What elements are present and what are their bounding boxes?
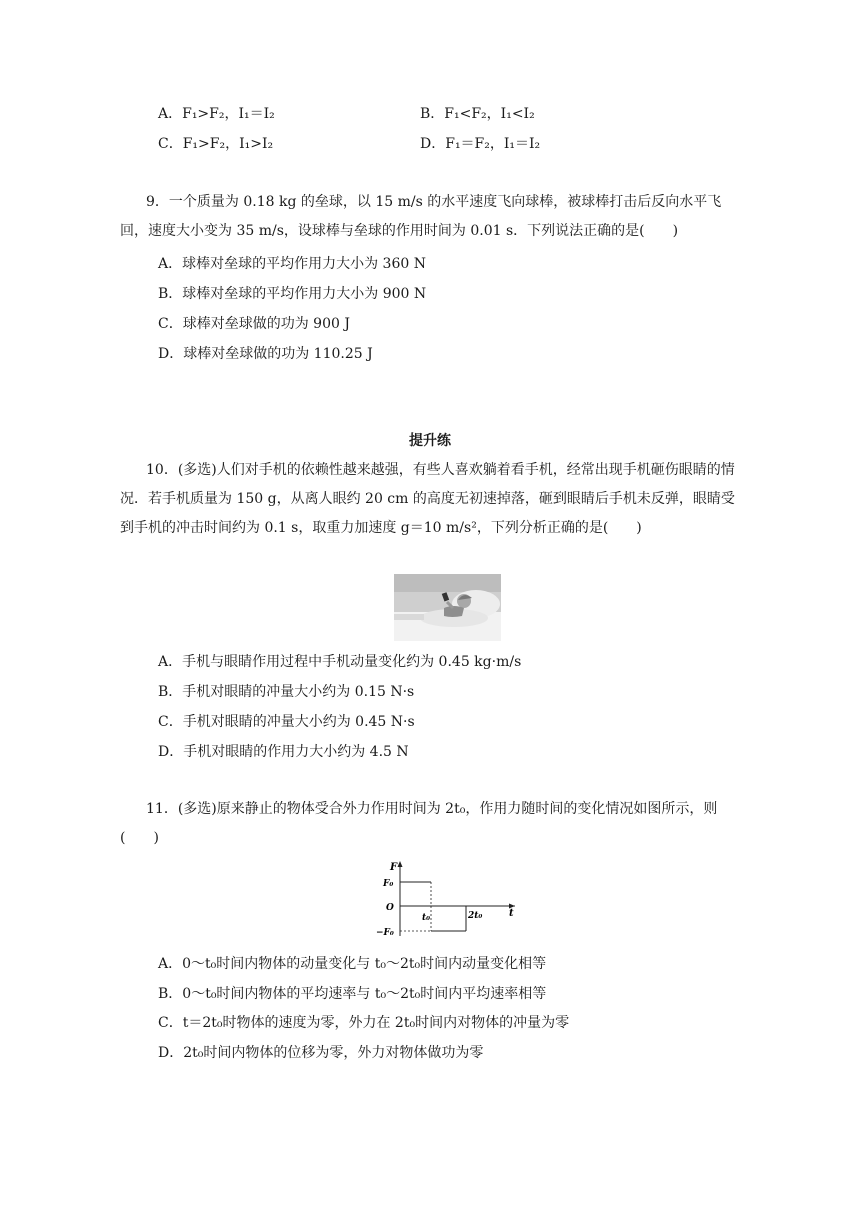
photo-illustration xyxy=(394,574,501,641)
q10-stem: 10．(多选)人们对手机的依赖性越来越强，有些人喜欢躺着看手机，经常出现手机砸伤眼睛的情况．若手机质量为 150 g，从离人眼约 20 cm 的高度无初速掉落，砸到眼睛后手机未反弹，眼睛受到手机的冲击时间约为 0.1 s，取重力加速度 g＝10 m/s²，下列分析正确的是( ) xyxy=(120,462,735,536)
q11-stem: 11．(多选)原来静止的物体受合外力作用时间为 2t₀，作用力随时间的变化情况如图所示，则 ( ) xyxy=(120,801,732,846)
q9-stem: 9．一个质量为 0.18 kg 的垒球，以 15 m/s 的水平速度飞向球棒，被球棒打击后反向水平飞回，速度大小变为 35 m/s，设球棒与垒球的作用时间为 0.01 s．下列说法正确的是( ) xyxy=(120,194,722,239)
graph-label-f0: F₀ xyxy=(383,879,394,889)
graph-label-f: F xyxy=(390,862,398,873)
graph-label-origin: O xyxy=(386,903,394,913)
q11-option-c: C．t＝2t₀时物体的速度为零，外力在 2t₀时间内对物体的冲量为零 xyxy=(158,1015,570,1031)
graph-label-2t0: 2t₀ xyxy=(468,911,483,921)
graph-label-t: t xyxy=(509,908,514,919)
graph-label-t0: t₀ xyxy=(422,913,431,923)
graph-label-neg-f0: −F₀ xyxy=(376,928,394,938)
q9-option-a: A．球棒对垒球的平均作用力大小为 360 N xyxy=(158,256,426,272)
q8-option-d: D．F₁＝F₂，I₁＝I₂ xyxy=(420,136,541,152)
q9-option-b: B．球棒对垒球的平均作用力大小为 900 N xyxy=(158,286,427,302)
q11-option-d: D．2t₀时间内物体的位移为零，外力对物体做功为零 xyxy=(158,1045,484,1061)
section-title: 提升练 xyxy=(409,433,451,449)
force-time-graph xyxy=(370,858,520,938)
q8-option-c: C．F₁>F₂，I₁>I₂ xyxy=(158,136,274,152)
q8-option-b: B．F₁<F₂，I₁<I₂ xyxy=(420,106,535,122)
q11-option-a: A．0～t₀时间内物体的动量变化与 t₀～2t₀时间内动量变化相等 xyxy=(158,956,547,972)
q9-option-c: C．球棒对垒球做的功为 900 J xyxy=(158,316,350,332)
q10-option-a: A．手机与眼睛作用过程中手机动量变化约为 0.45 kg·m/s xyxy=(158,654,522,670)
f-axis-arrow xyxy=(398,861,403,867)
q10-option-c: C．手机对眼睛的冲量大小约为 0.45 N·s xyxy=(158,714,415,730)
phone-lying-photo xyxy=(394,574,501,641)
q8-option-a: A．F₁>F₂，I₁＝I₂ xyxy=(158,106,275,122)
q10-option-b: B．手机对眼睛的冲量大小约为 0.15 N·s xyxy=(158,684,415,700)
q10-option-d: D．手机对眼睛的作用力大小约为 4.5 N xyxy=(158,744,409,760)
q9-option-d: D．球棒对垒球做的功为 110.25 J xyxy=(158,346,373,362)
q11-option-b: B．0～t₀时间内物体的平均速率与 t₀～2t₀时间内平均速率相等 xyxy=(158,986,547,1002)
